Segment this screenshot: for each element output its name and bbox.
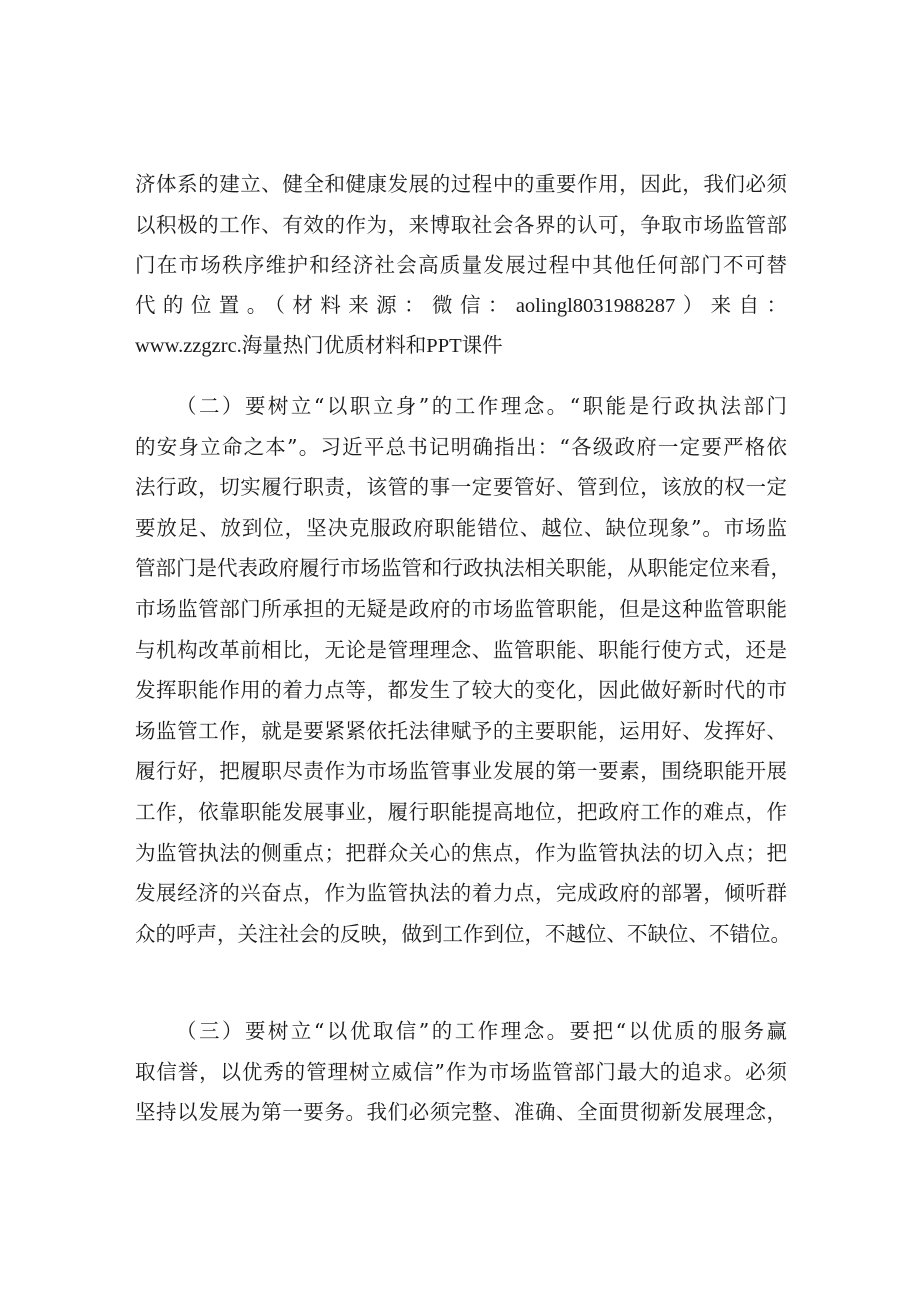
- text-line: 与机构改革前相比，无论是管理理念、监管职能、职能行使方式，还是: [135, 637, 787, 662]
- text-line: 众的呼声，关注社会的反映，做到工作到位，不越位、不缺位、不错位。: [135, 921, 791, 946]
- text-line: 工作，依靠职能发展事业，履行职能提高地位，把政府工作的难点，作: [135, 799, 787, 824]
- text-line: 法行政，切实履行职责，该管的事一定要管好、管到位，该放的权一定: [135, 475, 787, 500]
- text-line: 以积极的工作、有效的作为，来博取社会各界的认可，争取市场监管部: [135, 212, 787, 237]
- text-line: 要放足、放到位，坚决克服政府职能错位、越位、缺位现象”。市场监: [135, 515, 787, 540]
- paragraph-continuation: [135, 164, 787, 367]
- text-line: 为监管执法的侧重点；把群众关心的焦点，作为监管执法的切入点；把: [135, 840, 787, 865]
- text-line: 场监管工作，就是要紧紧依托法律赋予的主要职能，运用好、发挥好、: [135, 718, 787, 743]
- text-line: 市场监管部门所承担的无疑是政府的市场监管职能，但是这种监管职能: [135, 596, 787, 621]
- source-note-line: 代的位置。（材料来源：微信：aolingl8031988287）来自：: [135, 294, 787, 317]
- section-heading-line: （三）要树立“以优取信”的工作理念。要把“以优质的服务赢: [176, 1019, 787, 1043]
- text-line: 坚持以发展为第一要务。我们必须完整、准确、全面贯彻新发展理念，: [135, 1100, 787, 1125]
- text-line: 取信誉，以优秀的管理树立威信”作为市场监管部门最大的追求。必须: [135, 1059, 787, 1084]
- text-line: 履行好，把履职尽责作为市场监管事业发展的第一要素，围绕职能开展: [135, 759, 787, 784]
- text-line: 的安身立命之本”。习近平总书记明确指出：“各级政府一定要严格依: [135, 434, 787, 459]
- text-line: 发挥职能作用的着力点等，都发生了较大的变化，因此做好新时代的市: [135, 678, 787, 703]
- text-line: 管部门是代表政府履行市场监管和行政执法相关职能，从职能定位来看，: [135, 556, 791, 581]
- text-line: 济体系的建立、健全和健康发展的过程中的重要作用，因此，我们必须: [135, 172, 787, 196]
- paragraph-section-two: [135, 386, 791, 954]
- text-line: 门在市场秩序维护和经济社会高质量发展过程中其他任何部门不可替: [135, 253, 787, 278]
- paragraph-section-three: [135, 1011, 787, 1133]
- section-heading-line: （二）要树立“以职立身”的工作理念。“职能是行政执法部门: [176, 394, 787, 418]
- source-url-line: www.zzgzrc.海量热门优质材料和PPT课件: [135, 335, 503, 358]
- text-line: 发展经济的兴奋点，作为监管执法的着力点，完成政府的部署，倾听群: [135, 881, 787, 906]
